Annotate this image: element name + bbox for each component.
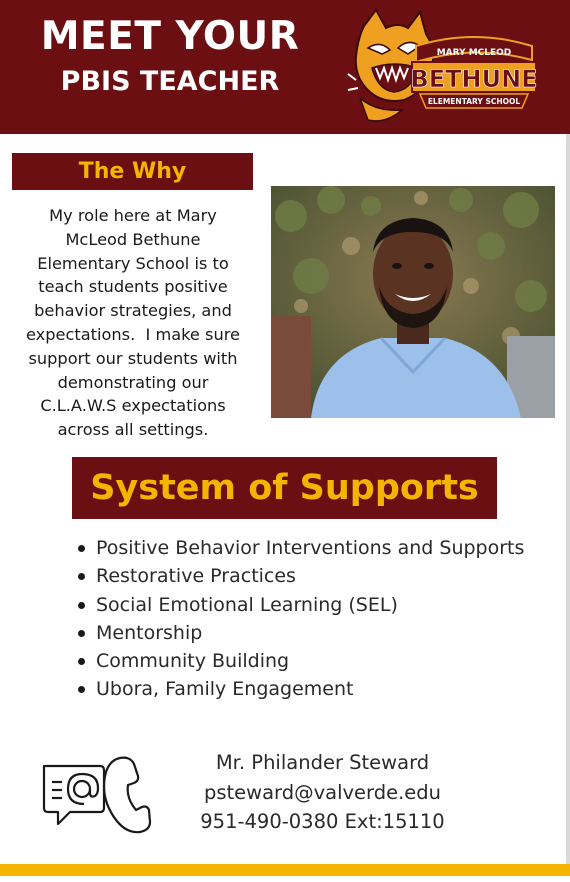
header-banner (0, 0, 570, 134)
why-line: expectations. I make sure (26, 324, 240, 344)
why-line: demonstrating our (57, 372, 209, 392)
why-line: Elementary School is to (37, 253, 229, 273)
list-item: Ubora, Family Engagement (76, 675, 524, 703)
list-item: Restorative Practices (76, 562, 524, 590)
supports-heading-text: System of Supports (90, 468, 479, 508)
why-paragraph (12, 204, 254, 442)
contact-name: Mr. Philander Steward (215, 751, 430, 774)
why-line: McLeod Bethune (65, 229, 201, 249)
contact-phone[interactable]: 951-490-0380 Ext:15110 (200, 810, 445, 833)
email-phone-icon (40, 752, 152, 836)
teacher-photo (271, 186, 555, 418)
svg-text:MARY MCLEOD: MARY MCLEOD (436, 48, 512, 58)
list-item: Mentorship (76, 619, 524, 647)
svg-text:ELEMENTARY SCHOOL: ELEMENTARY SCHOOL (427, 97, 521, 106)
contact-email[interactable]: psteward@valverde.edu (203, 780, 442, 804)
supports-heading (72, 457, 497, 519)
why-heading (12, 153, 253, 190)
why-line: teach students positive (38, 277, 228, 297)
list-item: Social Emotional Learning (SEL) (76, 591, 524, 619)
svg-text:BETHUNE: BETHUNE (410, 65, 538, 93)
footer-bar (0, 864, 570, 876)
supports-list (76, 534, 524, 704)
why-line: My role here at Mary (49, 206, 217, 225)
page-subtitle: PBIS TEACHER (60, 66, 280, 97)
page-edge-rule (566, 134, 570, 870)
why-line: behavior strategies, and (34, 301, 232, 321)
why-heading-text: The Why (78, 159, 187, 184)
contact-info (190, 748, 455, 837)
why-line: support our students with (28, 348, 238, 368)
page-title: MEET YOUR (40, 14, 300, 59)
why-line: C.L.A.W.S expectations (40, 396, 226, 416)
why-line: across all settings. (57, 420, 209, 440)
list-item: Positive Behavior Interventions and Supports (76, 534, 524, 562)
bobcat-mascot-logo (346, 8, 538, 130)
list-item: Community Building (76, 647, 524, 675)
